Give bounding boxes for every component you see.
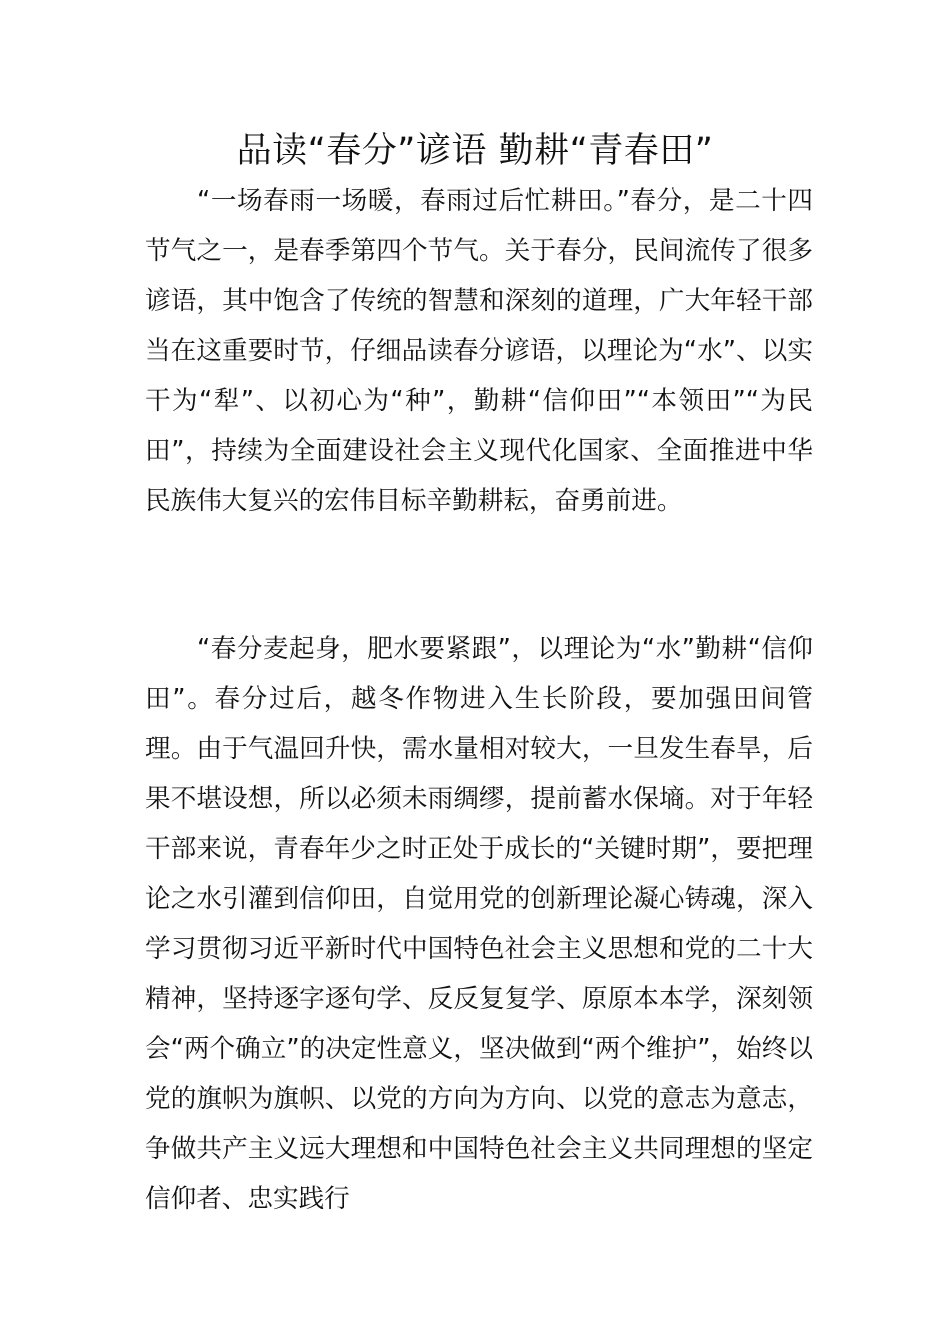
paragraph-faith-field: “春分麦起身，肥水要紧跟”，以理论为“水”勤耕“信仰田”。春分过后，越冬作物进入生长阶段，要加强田间管理。由于气温回升快，需水量相对较大，一旦发生春旱，后果不堪设想，所以必须未雨绸缪，提前蓄水保墒。对于年轻干部来说，青春年少之时正处于成长的“关键时期”，要把理论之水引灌到信仰田，自觉用党的创新理论凝心铸魂，深入学习贯彻习近平新时代中国特色社会主义思想和党的二十大精神，坚持逐字逐句学、反反复复学、原原本本学，深刻领会“两个确立”的决定性意义，坚决做到“两个维护”，始终以党的旗帜为旗帜、以党的方向为方向、以党的意志为意志，争做共产主义远大理想和中国特色社会主义共同理想的坚定信仰者、忠实践行 (145, 634, 813, 1214)
document-title: 品读“春分”谚语 勤耕“青春田” (236, 131, 714, 171)
paragraph-intro: “一场春雨一场暖，春雨过后忙耕田。”春分，是二十四节气之一，是春季第四个节气。关于春分，民间流传了很多谚语，其中饱含了传统的智慧和深刻的道理，广大年轻干部当在这重要时节，仔细品读春分谚语，以理论为“水”、以实干为“犁”、以初心为“种”，勤耕“信仰田”“本领田”“为民田”，持续为全面建设社会主义现代化国家、全面推进中华民族伟大复兴的宏伟目标辛勤耕耘，奋勇前进。 (145, 186, 813, 516)
